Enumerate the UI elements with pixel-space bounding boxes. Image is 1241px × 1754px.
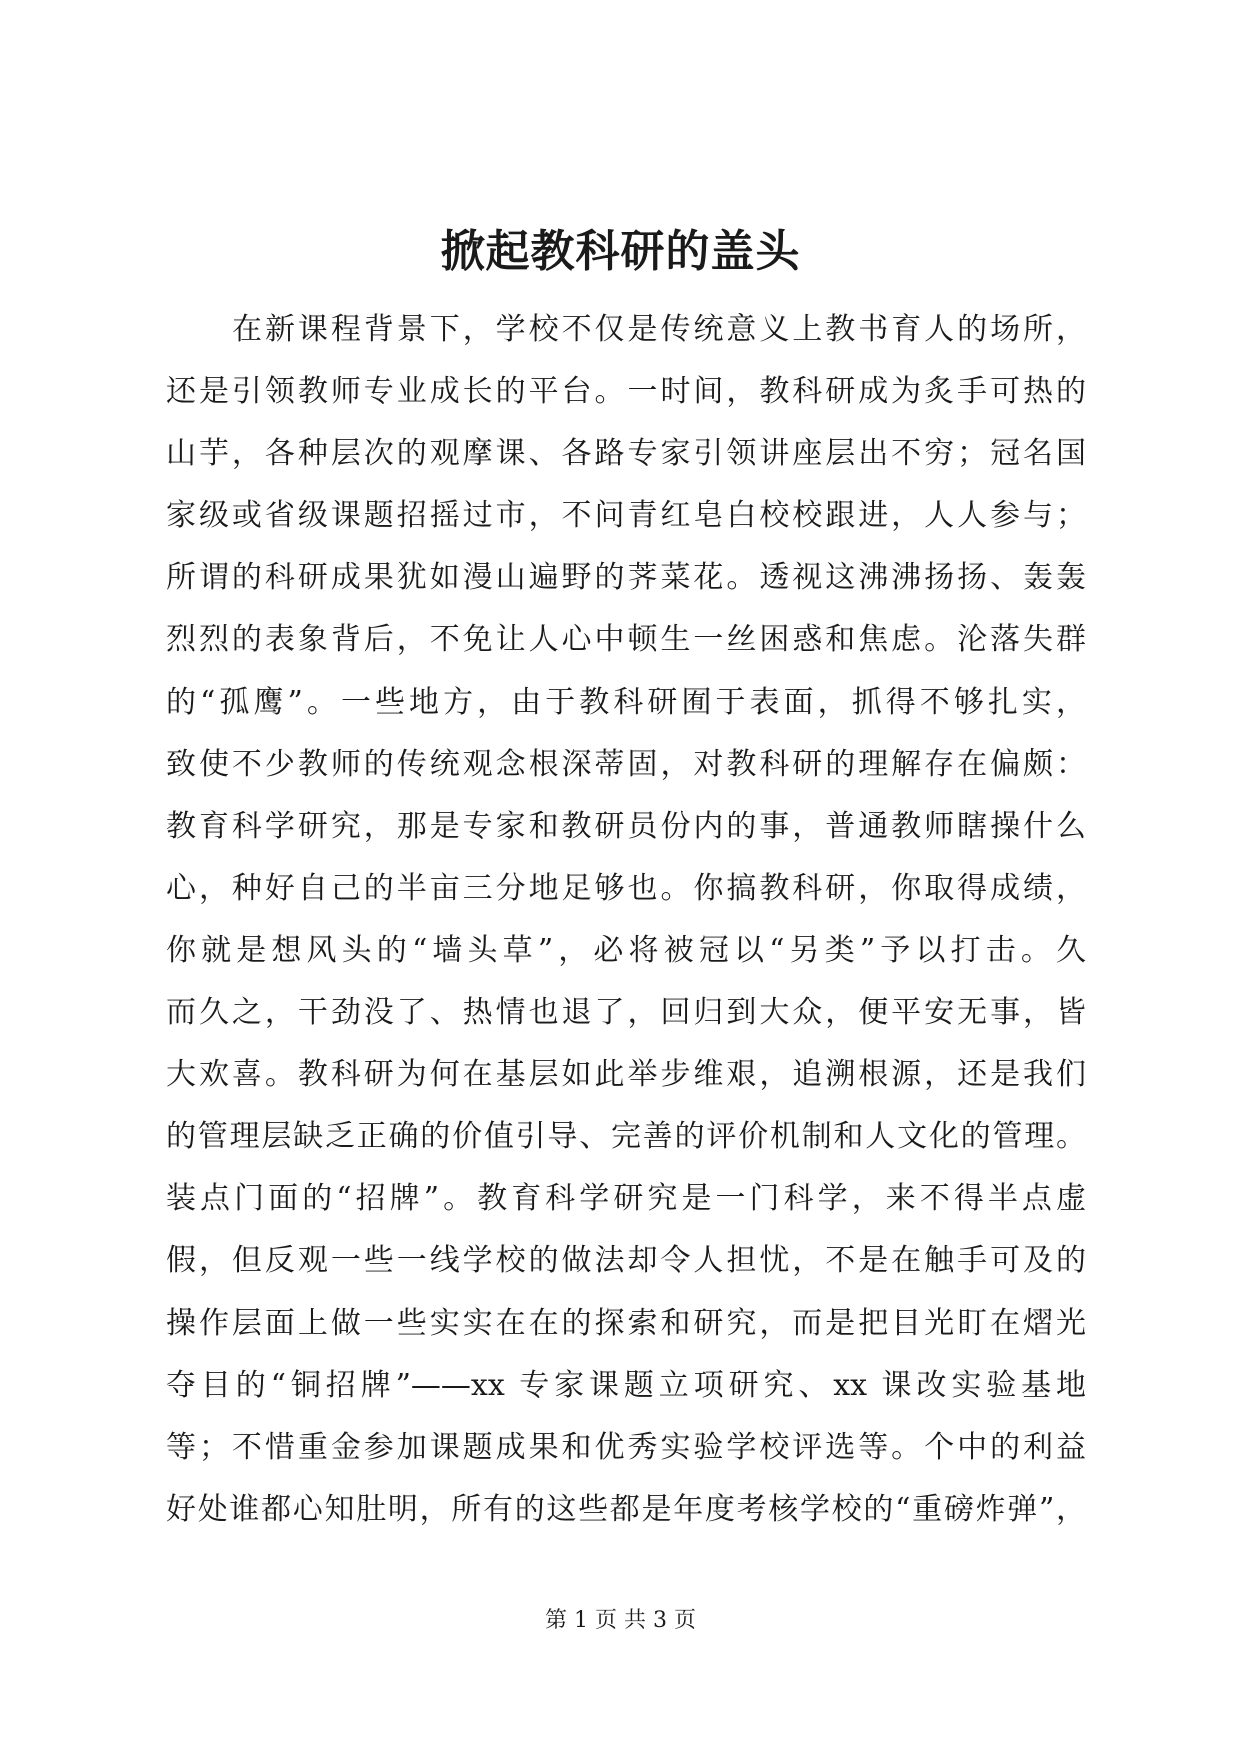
body-line: 而久之，干劲没了、热情也退了，回归到大众，便平安无事，皆 (166, 995, 1086, 1031)
body-line: 教育科学研究，那是专家和教研员份内的事，普通教师瞎操什么 (166, 808, 1086, 844)
body-line: 等；不惜重金参加课题成果和优秀实验学校评选等。个中的利益 (166, 1429, 1086, 1465)
body-line: 山芋，各种层次的观摩课、各路专家引领讲座层出不穷；冠名国 (166, 436, 1086, 472)
body-line: 心，种好自己的半亩三分地足够也。你搞教科研，你取得成绩， (166, 870, 1086, 906)
body-line: 装点门面的“招牌”。教育科学研究是一门科学，来不得半点虚 (166, 1181, 1086, 1217)
body-line: 你就是想风头的“墙头草”，必将被冠以“另类”予以打击。久 (166, 932, 1086, 968)
body-line: 致使不少教师的传统观念根深蒂固，对教科研的理解存在偏颇： (166, 746, 1086, 782)
body-line: 夺目的“铜招牌”——xx 专家课题立项研究、xx 课改实验基地 (166, 1367, 1086, 1403)
body-line: 还是引领教师专业成长的平台。一时间，教科研成为炙手可热的 (166, 374, 1086, 410)
document-title: 掀起教科研的盖头 (440, 226, 801, 277)
body-line: 在新课程背景下，学校不仅是传统意义上教书育人的场所， (232, 312, 1086, 347)
body-line: 操作层面上做一些实实在在的探索和研究，而是把目光盯在熠光 (166, 1305, 1086, 1341)
body-line: 烈烈的表象背后，不免让人心中顿生一丝困惑和焦虑。沦落失群 (166, 622, 1086, 658)
body-line: 假，但反观一些一线学校的做法却令人担忧，不是在触手可及的 (166, 1243, 1086, 1279)
body-line: 所谓的科研成果犹如漫山遍野的荠菜花。透视这沸沸扬扬、轰轰 (166, 560, 1086, 596)
body-line: 好处谁都心知肚明，所有的这些都是年度考核学校的“重磅炸弹”， (166, 1491, 1086, 1527)
body-line: 大欢喜。教科研为何在基层如此举步维艰，追溯根源，还是我们 (166, 1057, 1086, 1093)
page-number-footer: 第 1 页 共 3 页 (545, 1608, 696, 1633)
body-line: 的管理层缺乏正确的价值引导、完善的评价机制和人文化的管理。 (166, 1119, 1086, 1155)
document-body (166, 299, 1086, 1541)
body-line: 的“孤鹰”。一些地方，由于教科研囿于表面，抓得不够扎实， (166, 684, 1086, 720)
body-line: 家级或省级课题招摇过市，不问青红皂白校校跟进，人人参与； (166, 498, 1086, 534)
